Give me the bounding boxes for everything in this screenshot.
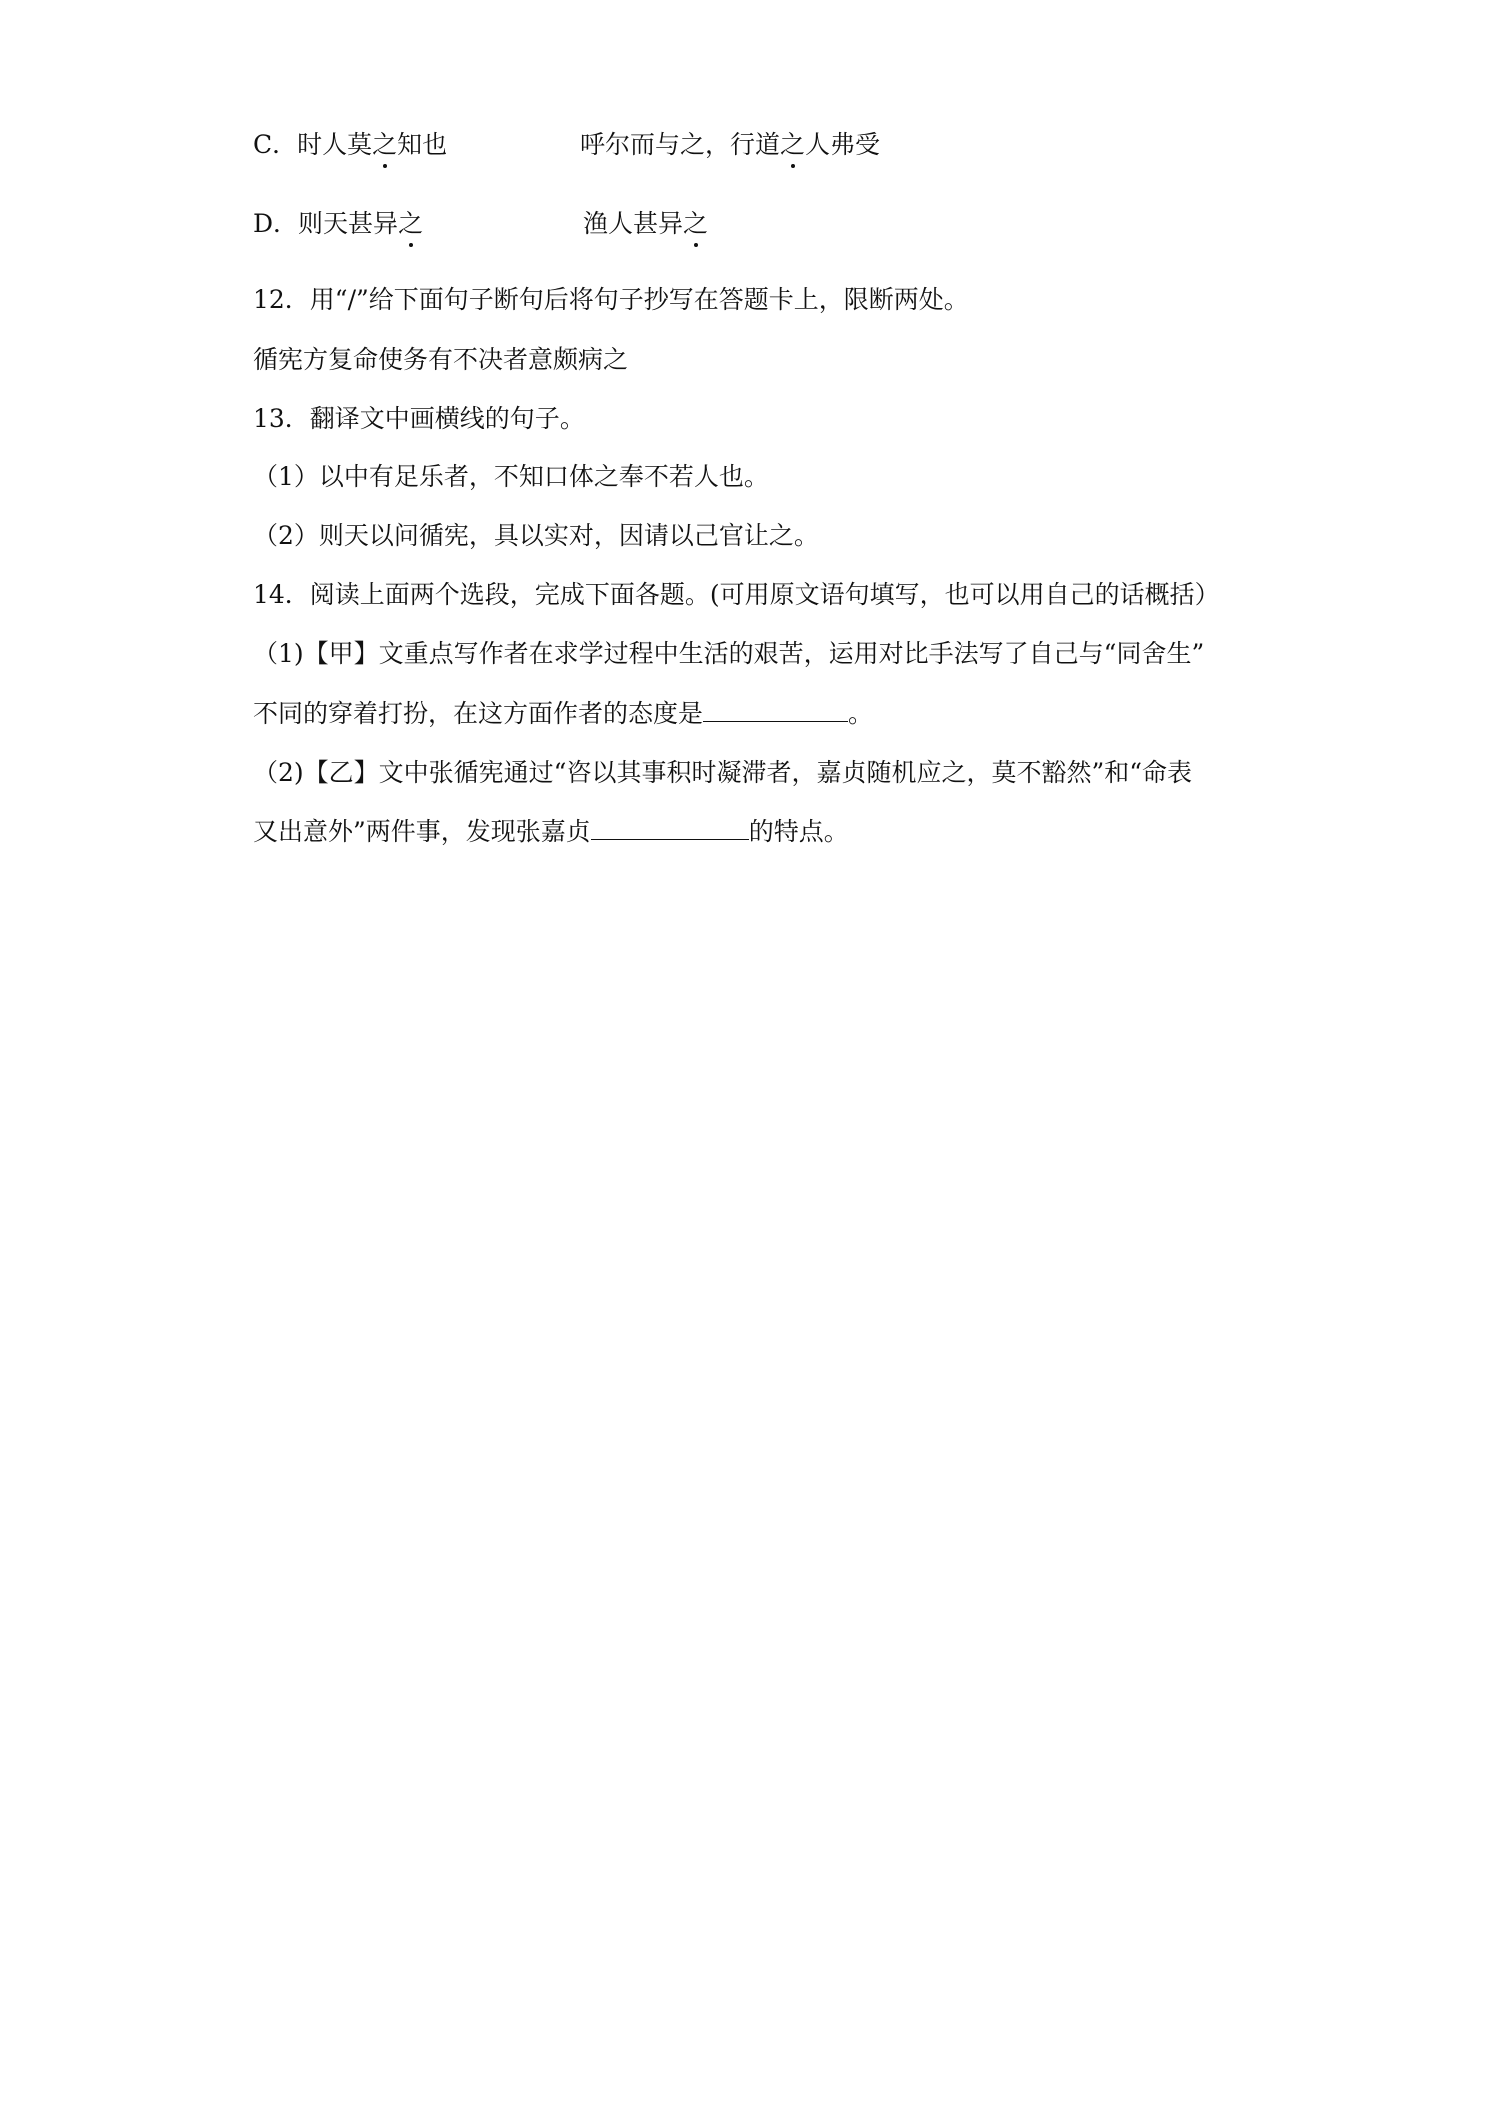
option-c — [253, 128, 881, 162]
option-c-right — [580, 128, 880, 162]
option-c-left-dotted-char: 之 — [372, 128, 397, 162]
question-14-item-1-line-1: （1)【甲】文重点写作者在求学过程中生活的艰苦，运用对比手法写了自己与“同舍生” — [253, 639, 1205, 668]
option-d-right-pre: 渔人甚异 — [583, 209, 684, 238]
option-c-label: C． — [253, 130, 298, 159]
question-13-item-1: （1）以中有足乐者，不知口体之奉不若人也。 — [253, 462, 769, 491]
option-c-left-pre: 时人莫 — [297, 130, 373, 159]
question-13-item-2: （2）则天以问循宪，具以实对，因请以己官让之。 — [253, 521, 819, 550]
question-12-prompt: 12．用“/”给下面句子断句后将句子抄写在答题卡上，限断两处。 — [253, 285, 969, 314]
question-14-item-2-text: 又出意外”两件事，发现张嘉贞 — [253, 817, 591, 846]
option-d — [253, 207, 709, 241]
question-14-item-1-line-2 — [253, 697, 873, 731]
question-14-item-2-line-1: （2)【乙】文中张循宪通过“咨以其事积时凝滞者，嘉贞随机应之，莫不豁然”和“命表 — [253, 758, 1193, 787]
option-c-left-post: 知也 — [397, 130, 448, 159]
answer-blank-1[interactable] — [703, 697, 848, 722]
option-d-right — [583, 207, 708, 241]
option-d-left-dotted-char: 之 — [398, 207, 423, 241]
option-d-right-dotted-char: 之 — [683, 207, 708, 241]
answer-blank-2[interactable] — [591, 815, 749, 840]
question-14-prompt: 14．阅读上面两个选段，完成下面各题。(可用原文语句填写，也可以用自己的话概括） — [253, 580, 1220, 609]
option-d-left-pre: 则天甚异 — [298, 209, 399, 238]
question-13-prompt: 13．翻译文中画横线的句子。 — [253, 404, 585, 433]
option-d-label: D． — [253, 209, 299, 238]
option-c-right-pre: 呼尔而与之，行道 — [580, 130, 781, 159]
option-c-right-dotted-char: 之 — [780, 128, 805, 162]
option-c-right-post: 人弗受 — [805, 130, 881, 159]
question-14-item-2-line-2 — [253, 815, 849, 849]
question-12-sentence: 循宪方复命使务有不决者意颇病之 — [253, 345, 629, 374]
question-14-item-1-text: 不同的穿着打扮，在这方面作者的态度是 — [253, 699, 704, 728]
question-14-item-2-end: 的特点。 — [748, 817, 849, 846]
question-14-item-1-end: 。 — [848, 699, 874, 728]
